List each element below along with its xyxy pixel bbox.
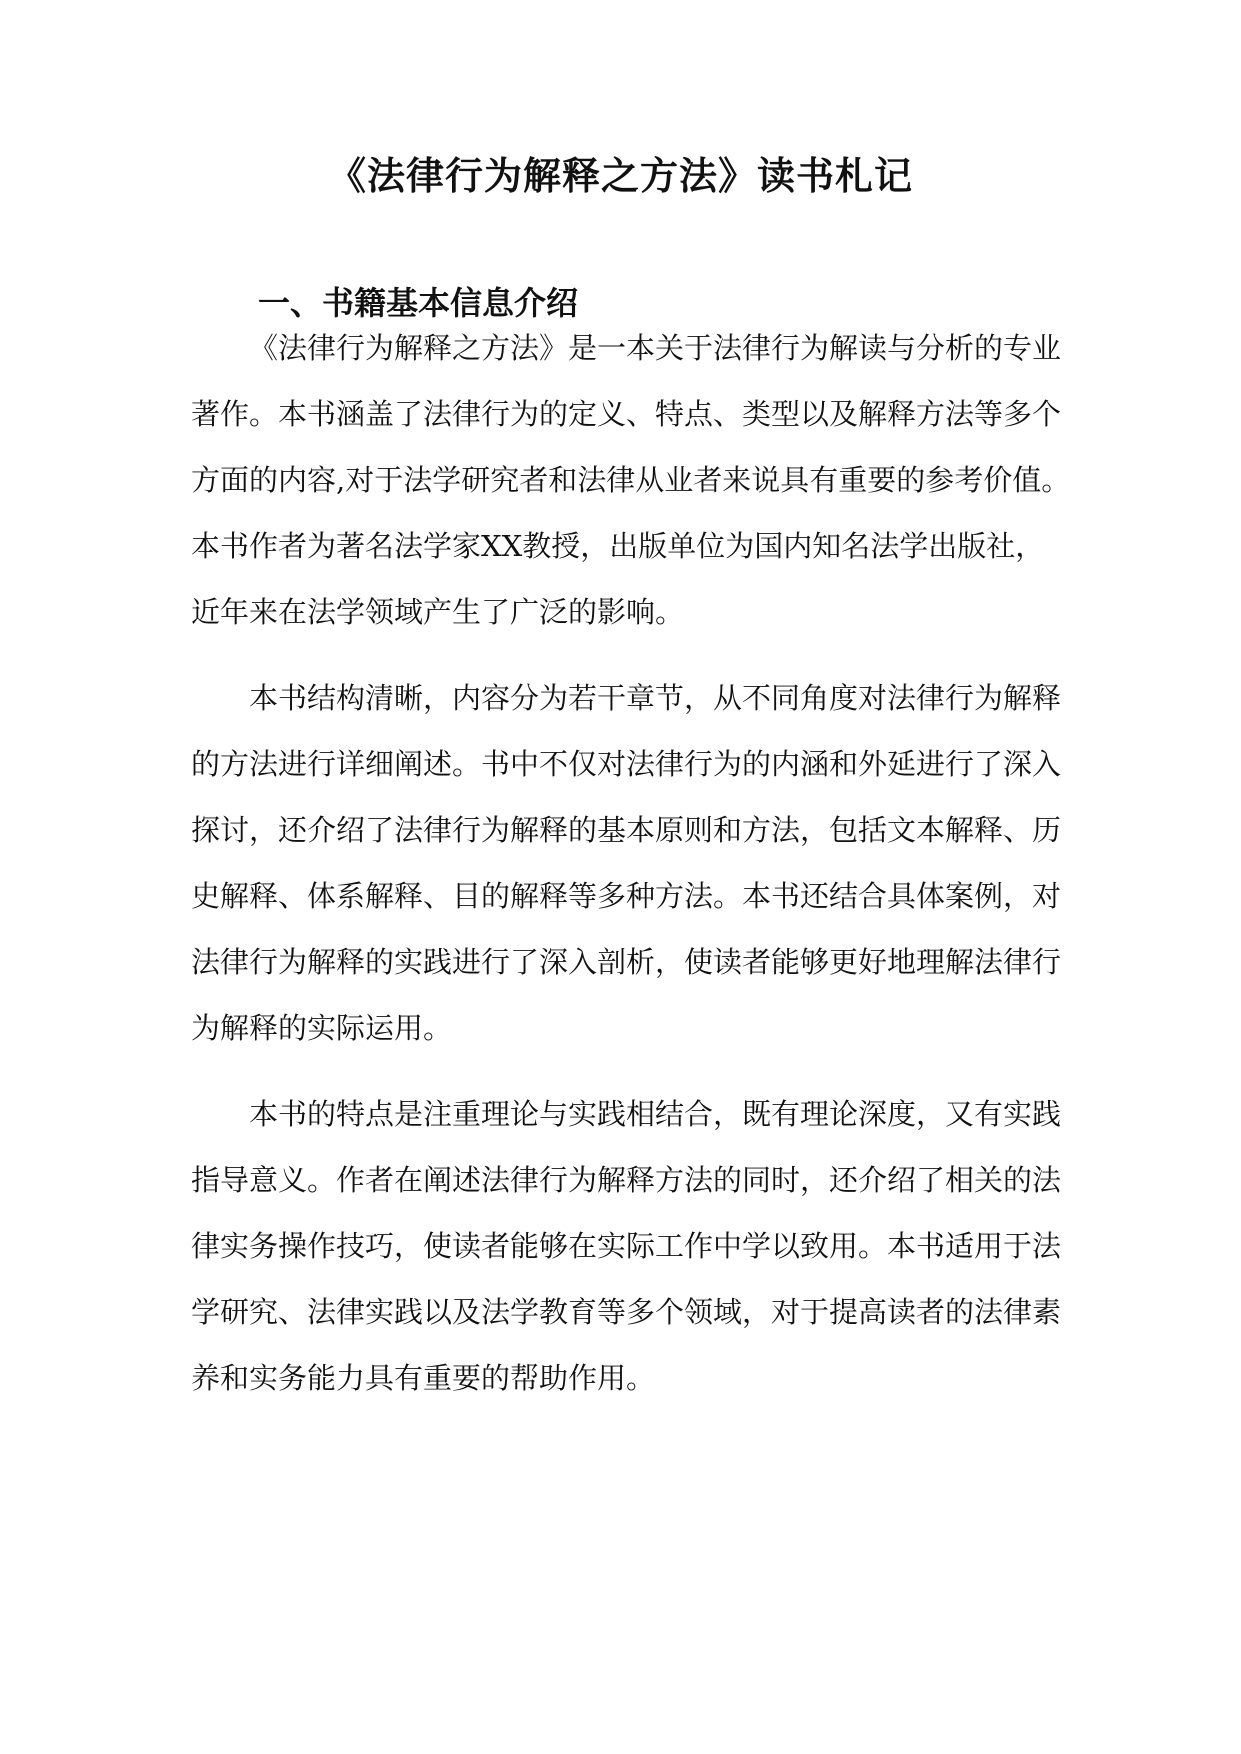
paragraph-line: 法律行为解释的实践进行了深入剖析，使读者能够更好地理解法律行 (191, 945, 1062, 979)
paragraph-line: 指导意义。作者在阐述法律行为解释方法的同时，还介绍了相关的法 (191, 1163, 1062, 1197)
paragraph-line: 的方法进行详细阐述。书中不仅对法律行为的内涵和外延进行了深入 (191, 747, 1062, 781)
paragraph-line: 探讨，还介绍了法律行为解释的基本原则和方法，包括文本解释、历 (191, 813, 1062, 847)
paragraph-line: 近年来在法学领域产生了广泛的影响。 (191, 595, 685, 629)
section-heading: 一、书籍基本信息介绍 (258, 284, 579, 322)
paragraph-line: 史解释、体系解释、目的解释等多种方法。本书还结合具体案例，对 (191, 879, 1062, 913)
paragraph-line: 《法律行为解释之方法》是一本关于法律行为解读与分析的专业 (249, 331, 1062, 365)
paragraph-line: 本书的特点是注重理论与实践相结合，既有理论深度，又有实践 (249, 1097, 1062, 1131)
paragraph-line: 著作。本书涵盖了法律行为的定义、特点、类型以及解释方法等多个 (191, 397, 1062, 431)
paragraph-line: 为解释的实际运用。 (191, 1011, 453, 1045)
paragraph-line: 养和实务能力具有重要的帮助作用。 (191, 1361, 656, 1395)
paragraph-line: 律实务操作技巧，使读者能够在实际工作中学以致用。本书适用于法 (191, 1229, 1062, 1263)
paragraph-line: 方面的内容,对于法学研究者和法律从业者来说具有重要的参考价值。 (191, 463, 1071, 497)
paragraph-line: 本书结构清晰，内容分为若干章节，从不同角度对法律行为解释 (249, 681, 1062, 715)
paragraph-line: 本书作者为著名法学家XX教授，出版单位为国内知名法学出版社， (191, 529, 1045, 563)
document-title: 《法律行为解释之方法》读书札记 (327, 154, 913, 198)
paragraph-line: 学研究、法律实践以及法学教育等多个领域，对于提高读者的法律素 (191, 1295, 1062, 1329)
